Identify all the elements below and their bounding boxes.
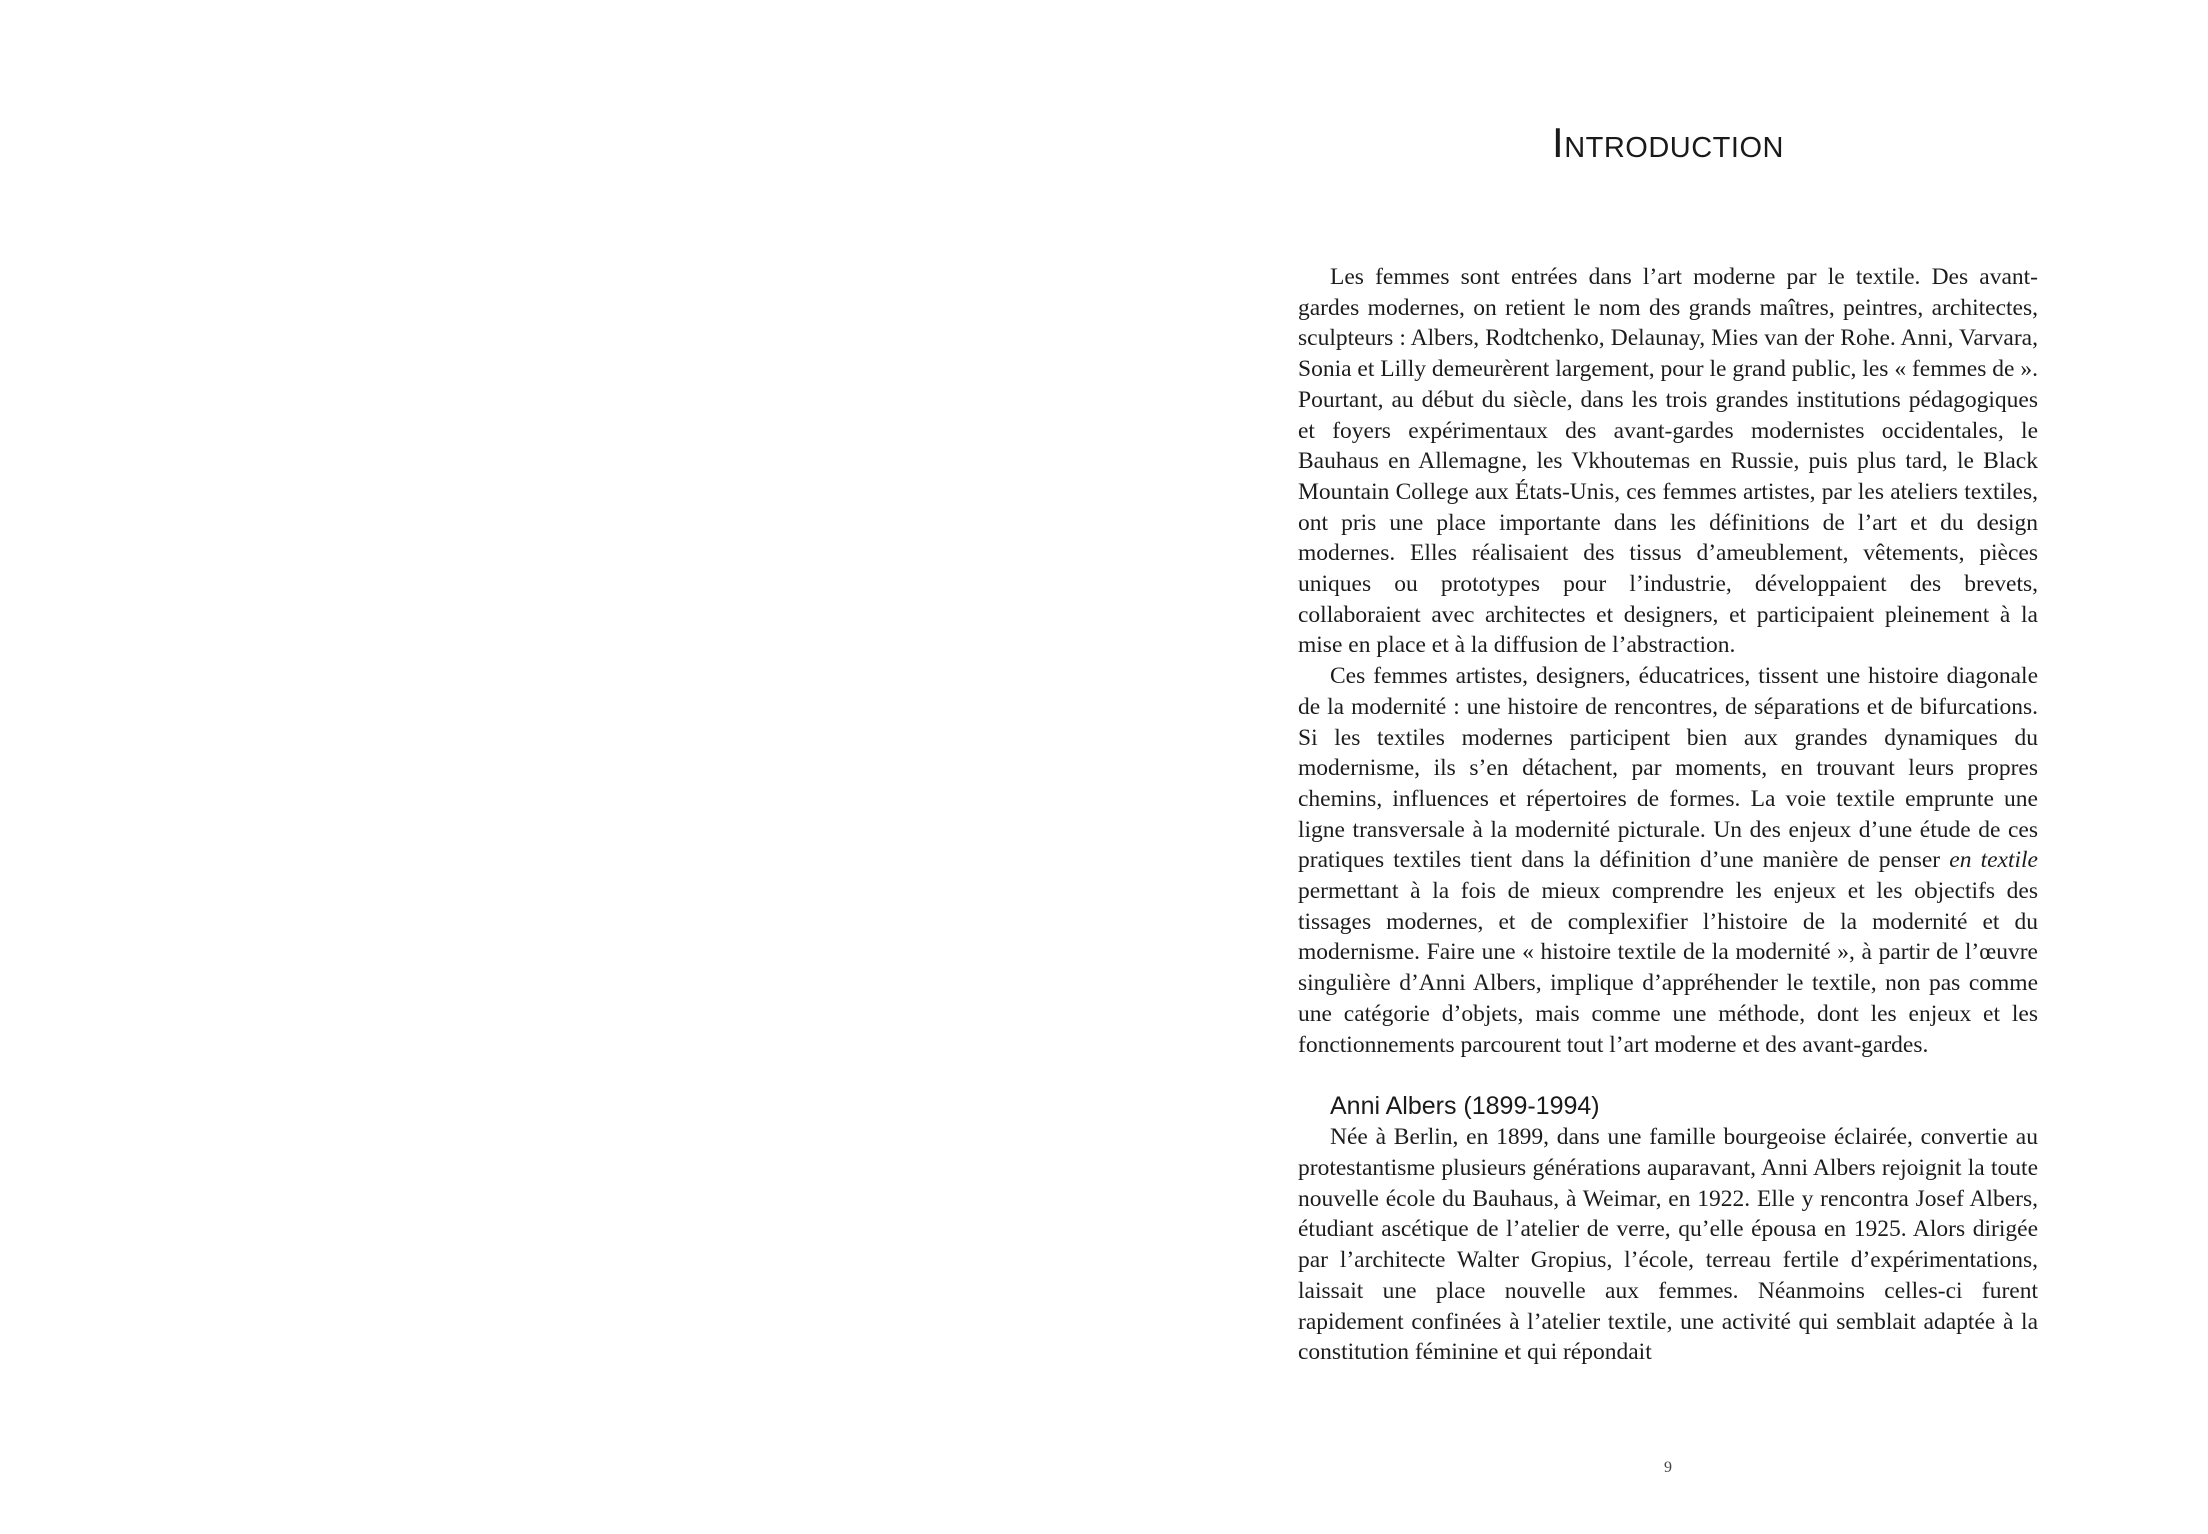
paragraph-2-text-end: permettant à la fois de mieux comprendre les enjeux et les objectifs des tissages modernes, et de complexifier l’histoire de la modernité et du modernisme. Faire une « histoire textile de la modernité », à partir de l’œuvre singulière d’Anni Albers, implique d’appréhender le textile, non pas comme une catégorie d’objets, mais comme une méthode, dont les enjeux et les fonctionnements parcourent tout l’art moderne et des avant-gardes. (1298, 878, 2038, 1058)
section-heading: Anni Albers (1899-1994) (1330, 1092, 1600, 1121)
chapter-title: Introduction (1552, 119, 1784, 166)
page-number: 9 (1664, 1459, 1672, 1476)
paragraph-1 (1298, 262, 2038, 661)
paragraph-2 (1298, 661, 2038, 1060)
section-paragraph-text: Née à Berlin, en 1899, dans une famille bourgeoise éclairée, convertie au protestantisme plusieurs générations auparavant, Anni Albers rejoignit la toute nouvelle école du Bauhaus, à Weimar, en 1922. Elle y rencontra Josef Albers, étudiant ascétique de l’atelier de verre, qu’elle épousa en 1925. Alors dirigée par l’architecte Walter Gropius, l’école, terreau fertile d’expérimentations, laissait une place nouvelle aux femmes. Néanmoins celles-ci furent rapidement confinées à l’atelier textile, une activité qui semblait adaptée à la constitution féminine et qui répondait (1298, 1124, 2038, 1366)
body-text (1298, 262, 2038, 1368)
paragraph-2-emphasis: en textile (1949, 847, 2038, 874)
paragraph-1-text: Les femmes sont entrées dans l’art moderne par le textile. Des avant-gardes modernes, on retient le nom des grands maîtres, peintres, architectes, sculpteurs : Albers, Rodtchenko, Delaunay, Mies van der Rohe. Anni, Varvara, Sonia et Lilly demeurèrent largement, pour le grand public, les « femmes de ». Pourtant, au début du siècle, dans les trois grandes institutions pédagogiques et foyers expérimentaux des avant-gardes modernistes occidentales, le Bauhaus en Allemagne, les Vkhoutemas en Russie, puis plus tard, le Black Mountain College aux États-Unis, ces femmes artistes, par les ateliers textiles, ont pris une place importante dans les définitions de l’art et du design modernes. Elles réalisaient des tissus d’ameublement, vêtements, pièces uniques ou prototypes pour l’industrie, développaient des brevets, collaboraient avec architectes et designers, et participaient pleinement à la mise en place et à la diffusion de l’abstraction. (1298, 264, 2038, 659)
paragraph-2-text-start: Ces femmes artistes, designers, éducatrices, tissent une histoire diagonale de la modernité : une histoire de rencontres, de séparations et de bifurcations. Si les textiles modernes participent bien aux grandes dynamiques du modernisme, ils s’en détachent, par moments, en trouvant leurs propres chemins, influences et répertoires de formes. La voie textile emprunte une ligne transversale à la modernité picturale. Un des enjeux d’une étude de ces pratiques textiles tient dans la définition d’une manière de penser (1298, 663, 2038, 874)
section-paragraph (1298, 1122, 2038, 1368)
